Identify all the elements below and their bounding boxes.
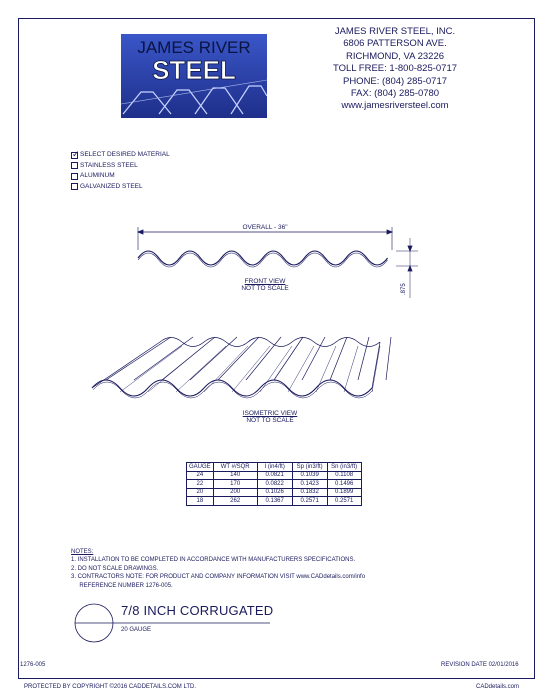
table-cell: 0.1496 <box>327 480 361 489</box>
table-cell: 0.1423 <box>292 480 327 489</box>
table-cell: 24 <box>187 471 214 480</box>
front-view-scale: NOT TO SCALE <box>241 285 289 292</box>
table-cell: 0.0822 <box>257 480 292 489</box>
column-header: GAUGE <box>187 463 214 472</box>
material-option[interactable] <box>71 150 170 161</box>
table-cell: 20 <box>187 488 214 497</box>
table-cell: 170 <box>213 480 257 489</box>
table-cell: 140 <box>213 471 257 480</box>
checkbox-checked-icon[interactable] <box>71 152 78 159</box>
company-tollfree: TOLL FREE: 1-800-825-0717 <box>332 63 458 75</box>
notes-section <box>71 548 411 590</box>
table-row <box>187 471 362 480</box>
material-selection <box>71 150 170 192</box>
front-view-caption <box>205 278 325 292</box>
column-header: WT #/SQR <box>213 463 257 472</box>
company-fax: FAX: (804) 285-0780 <box>350 88 440 100</box>
table-row <box>187 488 362 497</box>
overall-dimension-label: OVERALL - 36" <box>242 224 288 231</box>
notes-title: NOTES: <box>71 549 94 555</box>
note-item: 1. INSTALLATION TO BE COMPLETED IN ACCORDANCE WITH MANUFACTURERS SPECIFICATIONS. <box>71 557 356 564</box>
table-cell: 0.1832 <box>292 488 327 497</box>
table-cell: 0.0821 <box>257 471 292 480</box>
material-label: GALVANIZED STEEL <box>80 182 143 190</box>
company-logo <box>121 34 267 118</box>
isometric-view-scale: NOT TO SCALE <box>246 417 294 424</box>
table-cell: 0.1108 <box>327 471 361 480</box>
table-row <box>187 497 362 506</box>
checkbox-icon[interactable] <box>71 162 78 169</box>
table-row <box>187 480 362 489</box>
company-phone: PHONE: (804) 285-0717 <box>342 75 448 87</box>
checkbox-icon[interactable] <box>71 183 78 190</box>
material-option[interactable] <box>71 182 170 193</box>
table-cell: 200 <box>213 488 257 497</box>
material-label: STAINLESS STEEL <box>80 161 138 169</box>
drawing-number: 1276-005 <box>20 662 46 668</box>
table-cell: 262 <box>213 497 257 506</box>
company-info <box>300 26 490 113</box>
note-item: 2. DO NOT SCALE DRAWINGS. <box>71 565 159 572</box>
drawing-subtitle: 20 GAUGE <box>121 627 152 633</box>
logo-text-top: JAMES RIVER <box>137 38 251 57</box>
column-header: Sp (in3/ft) <box>292 463 327 472</box>
checkbox-icon[interactable] <box>71 173 78 180</box>
revision-date: REVISION DATE 02/01/2016 <box>441 662 519 668</box>
isometric-view-caption <box>210 410 330 424</box>
column-header: Sn (in3/ft) <box>327 463 361 472</box>
table-cell: 0.1026 <box>257 488 292 497</box>
gauge-properties-table <box>186 462 362 506</box>
table-header-row <box>187 463 362 472</box>
company-address: 6806 PATTERSON AVE. <box>343 38 447 50</box>
table-cell: 18 <box>187 497 214 506</box>
table-cell: 0.1367 <box>257 497 292 506</box>
table-cell: 0.1039 <box>292 471 327 480</box>
table-cell: 0.2571 <box>327 497 361 506</box>
note-item: REFERENCE NUMBER 1276-005. <box>71 582 173 589</box>
height-dimension-label: .875 <box>401 283 407 295</box>
company-name: JAMES RIVER STEEL, INC. <box>334 26 456 37</box>
front-view-title: FRONT VIEW <box>244 278 286 285</box>
copyright-notice: PROTECTED BY COPYRIGHT ©2016 CADDETAILS.COM LTD. <box>24 684 197 690</box>
material-option[interactable] <box>71 171 170 182</box>
material-option[interactable] <box>71 161 170 172</box>
logo-text-bottom: STEEL <box>152 55 236 85</box>
table-cell: 22 <box>187 480 214 489</box>
drawing-title: 7/8 INCH CORRUGATED <box>121 603 274 618</box>
material-label: SELECT DESIRED MATERIAL <box>80 151 170 158</box>
material-label: ALUMINUM <box>80 172 115 179</box>
isometric-view-title: ISOMETRIC VIEW <box>242 410 298 417</box>
column-header: I (in4/ft) <box>257 463 292 472</box>
company-website: www.jamesriversteel.com <box>341 100 449 112</box>
footer-website[interactable]: CADdetails.com <box>476 684 520 690</box>
table-cell: 0.1899 <box>327 488 361 497</box>
company-city: RICHMOND, VA 23226 <box>345 50 445 62</box>
note-item: 3. CONTRACTORS NOTE: FOR PRODUCT AND COMPANY INFORMATION VISIT www.CADdetails.com/info <box>71 574 366 581</box>
table-cell: 0.2571 <box>292 497 327 506</box>
